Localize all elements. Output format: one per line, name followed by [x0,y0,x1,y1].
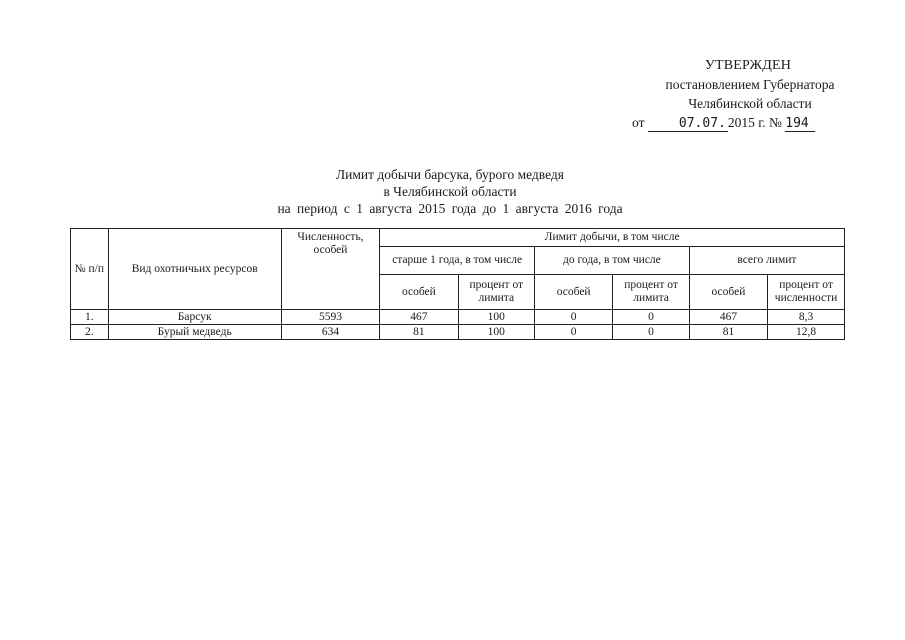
header-num: № п/п [71,229,109,310]
cell-population: 634 [281,325,380,340]
header-total-count: особей [689,275,767,310]
date-prefix: от [632,115,645,130]
cell-older-count: 467 [380,310,458,325]
header-group-all: всего лимит [689,247,844,275]
cell-population: 5593 [281,310,380,325]
date-suffix: 2015 г. № [727,115,782,130]
header-group-older: старше 1 года, в том числе [380,247,535,275]
header-limit-total: Лимит добычи, в том числе [380,229,845,247]
document-title-line-2: в Челябинской области [383,184,517,199]
header-group-younger: до года, в том числе [535,247,690,275]
cell-older-count: 81 [380,325,458,340]
approval-date-line [610,113,850,132]
header-kind: Вид охотничьих ресурсов [108,229,281,310]
cell-total-count: 467 [689,310,767,325]
cell-younger-count: 0 [535,310,613,325]
cell-kind: Барсук [108,310,281,325]
approval-stamp [610,56,850,132]
approval-title: УТВЕРЖДЕН [704,58,792,73]
approval-line-2: Челябинской области [688,96,812,111]
header-total-pct: процент от численности [768,275,845,310]
header-younger-pct: процент от лимита [613,275,689,310]
cell-total-count: 81 [689,325,767,340]
header-older-count: особей [380,275,458,310]
approval-line-1: постановлением Губернатора [665,77,835,92]
cell-total-pct: 12,8 [768,325,845,340]
header-younger-count: особей [535,275,613,310]
header-older-pct: процент от лимита [458,275,534,310]
limits-table [70,228,845,340]
header-row-1 [71,229,845,247]
cell-older-pct: 100 [458,325,534,340]
cell-num: 1. [71,310,109,325]
cell-older-pct: 100 [458,310,534,325]
header-population: Численность, особей [281,229,380,310]
date-value: 07.07. [648,116,728,132]
cell-younger-pct: 0 [613,310,689,325]
cell-total-pct: 8,3 [768,310,845,325]
table-row [71,325,845,340]
decree-number: 194 [785,116,815,132]
document-title-line-1: Лимит добычи барсука, бурого медведя [336,167,564,182]
cell-younger-count: 0 [535,325,613,340]
cell-kind: Бурый медведь [108,325,281,340]
table-row [71,310,845,325]
document-title [230,166,670,217]
document-title-line-3: на период с 1 августа 2015 года до 1 августа 2016 года [277,201,623,216]
cell-num: 2. [71,325,109,340]
cell-younger-pct: 0 [613,325,689,340]
